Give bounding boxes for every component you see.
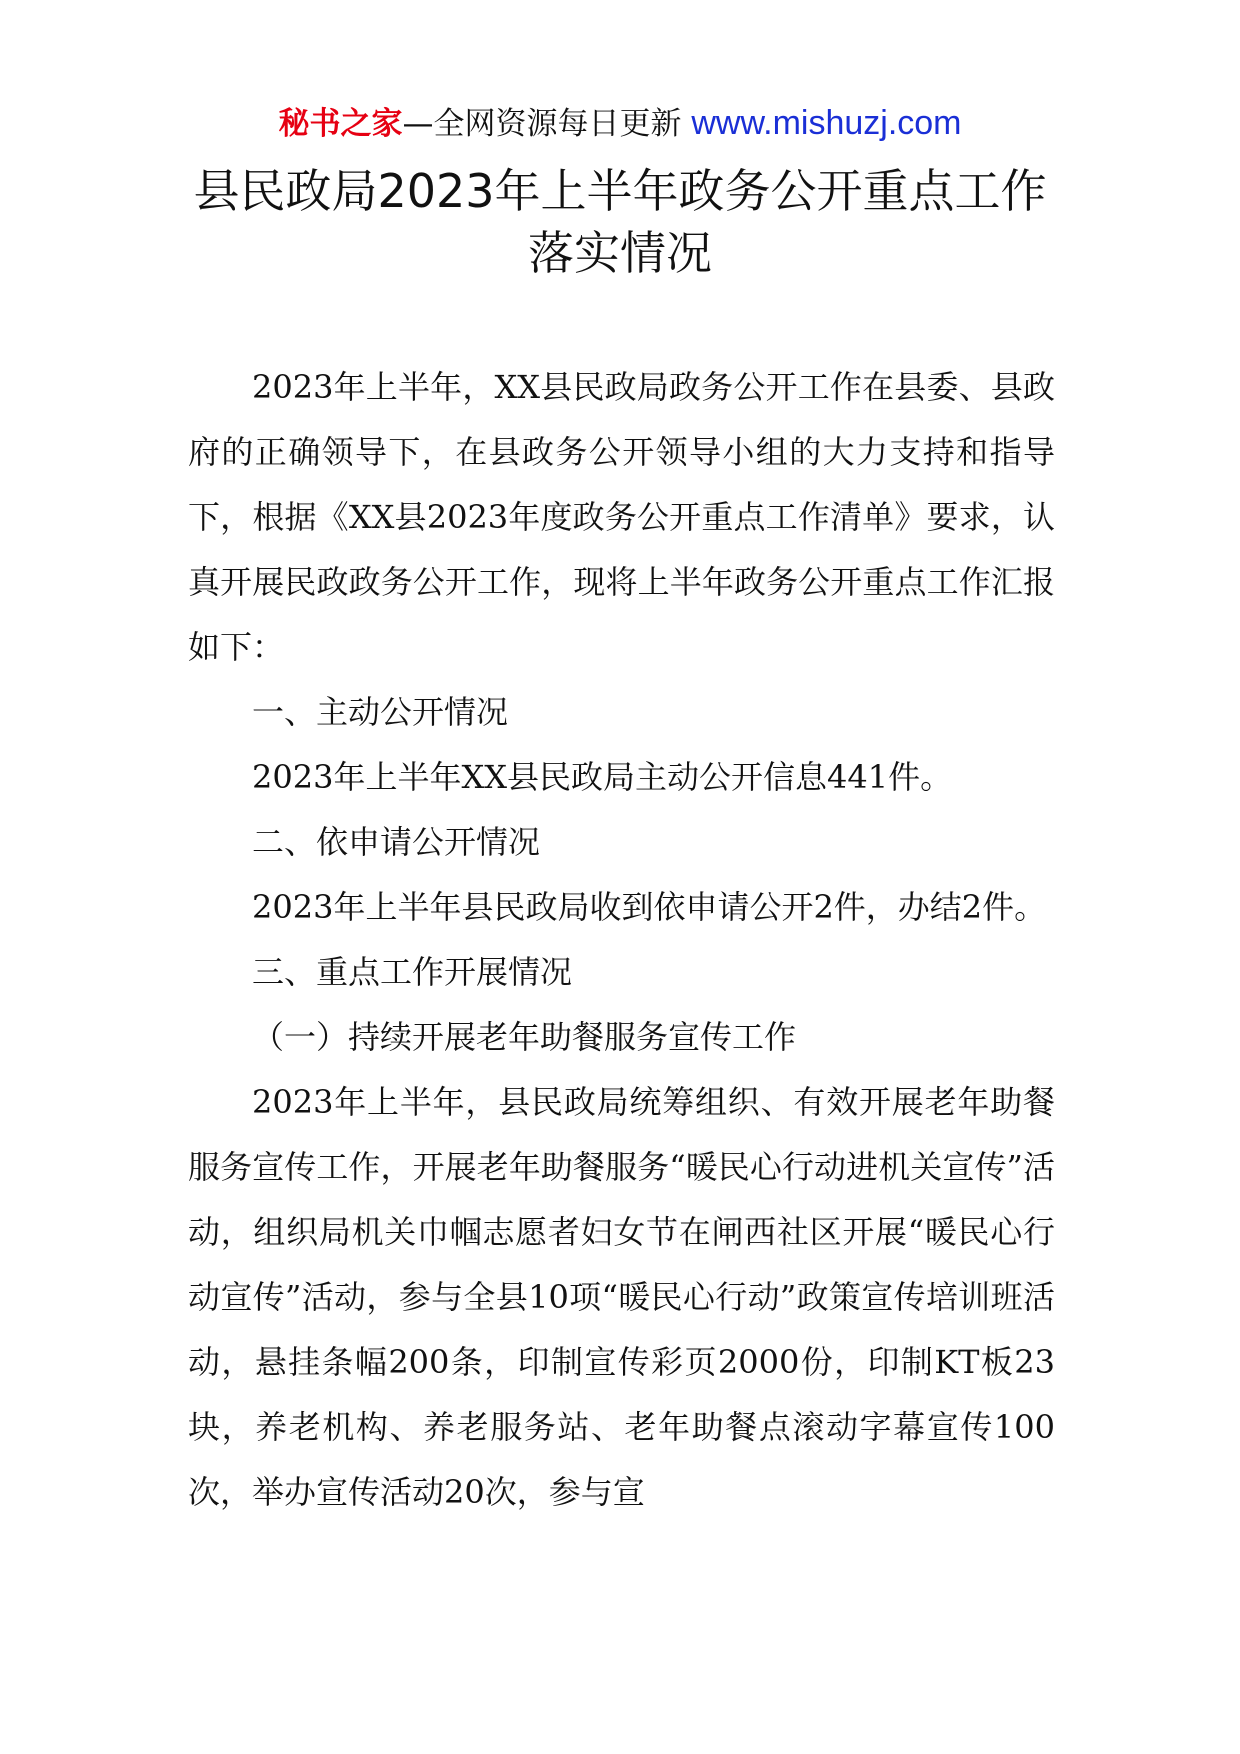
subsection-1-paragraph: 2023年上半年，县民政局统筹组织、有效开展老年助餐服务宣传工作，开展老年助餐服务“暖民心行动进机关宣传”活动，组织局机关巾帼志愿者妇女节在闸西社区开展“暖民心行动宣传”活动，参与全县10项“暖民心行动”政策宣传培训班活动，悬挂条幅200条，印制宣传彩页2000份，印制KT板23块，养老机构、养老服务站、老年助餐点滚动字幕宣传100次，举办宣传活动20次，参与宣: [188, 1083, 1055, 1511]
document-title: [0, 160, 1240, 284]
title-line-2: 落实情况: [528, 226, 712, 280]
title-line-1: 县民政局2023年上半年政务公开重点工作: [193, 164, 1047, 218]
section-2-paragraph: 2023年上半年县民政局收到依申请公开2件，办结2件。: [252, 888, 1047, 926]
section-heading-3: 三、重点工作开展情况: [252, 953, 573, 991]
section-heading-1: 一、主动公开情况: [252, 693, 509, 731]
site-banner: [0, 102, 1240, 145]
document-body: [188, 355, 1055, 1525]
site-url-link[interactable]: www.mishuzj.com: [691, 104, 962, 142]
section-1-paragraph: 2023年上半年XX县民政局主动公开信息441件。: [252, 758, 953, 796]
intro-paragraph: 2023年上半年，XX县民政局政务公开工作在县委、县政府的正确领导下，在县政务公开领导小组的大力支持和指导下，根据《XX县2023年度政务公开重点工作清单》要求，认真开展民政政务公开工作，现将上半年政务公开重点工作汇报如下：: [188, 368, 1055, 666]
subsection-heading-1: （一）持续开展老年助餐服务宣传工作: [252, 1018, 797, 1056]
banner-tagline: —全网资源每日更新: [402, 106, 682, 142]
section-heading-2: 二、依申请公开情况: [252, 823, 541, 861]
brand-name: 秘书之家: [278, 106, 403, 142]
